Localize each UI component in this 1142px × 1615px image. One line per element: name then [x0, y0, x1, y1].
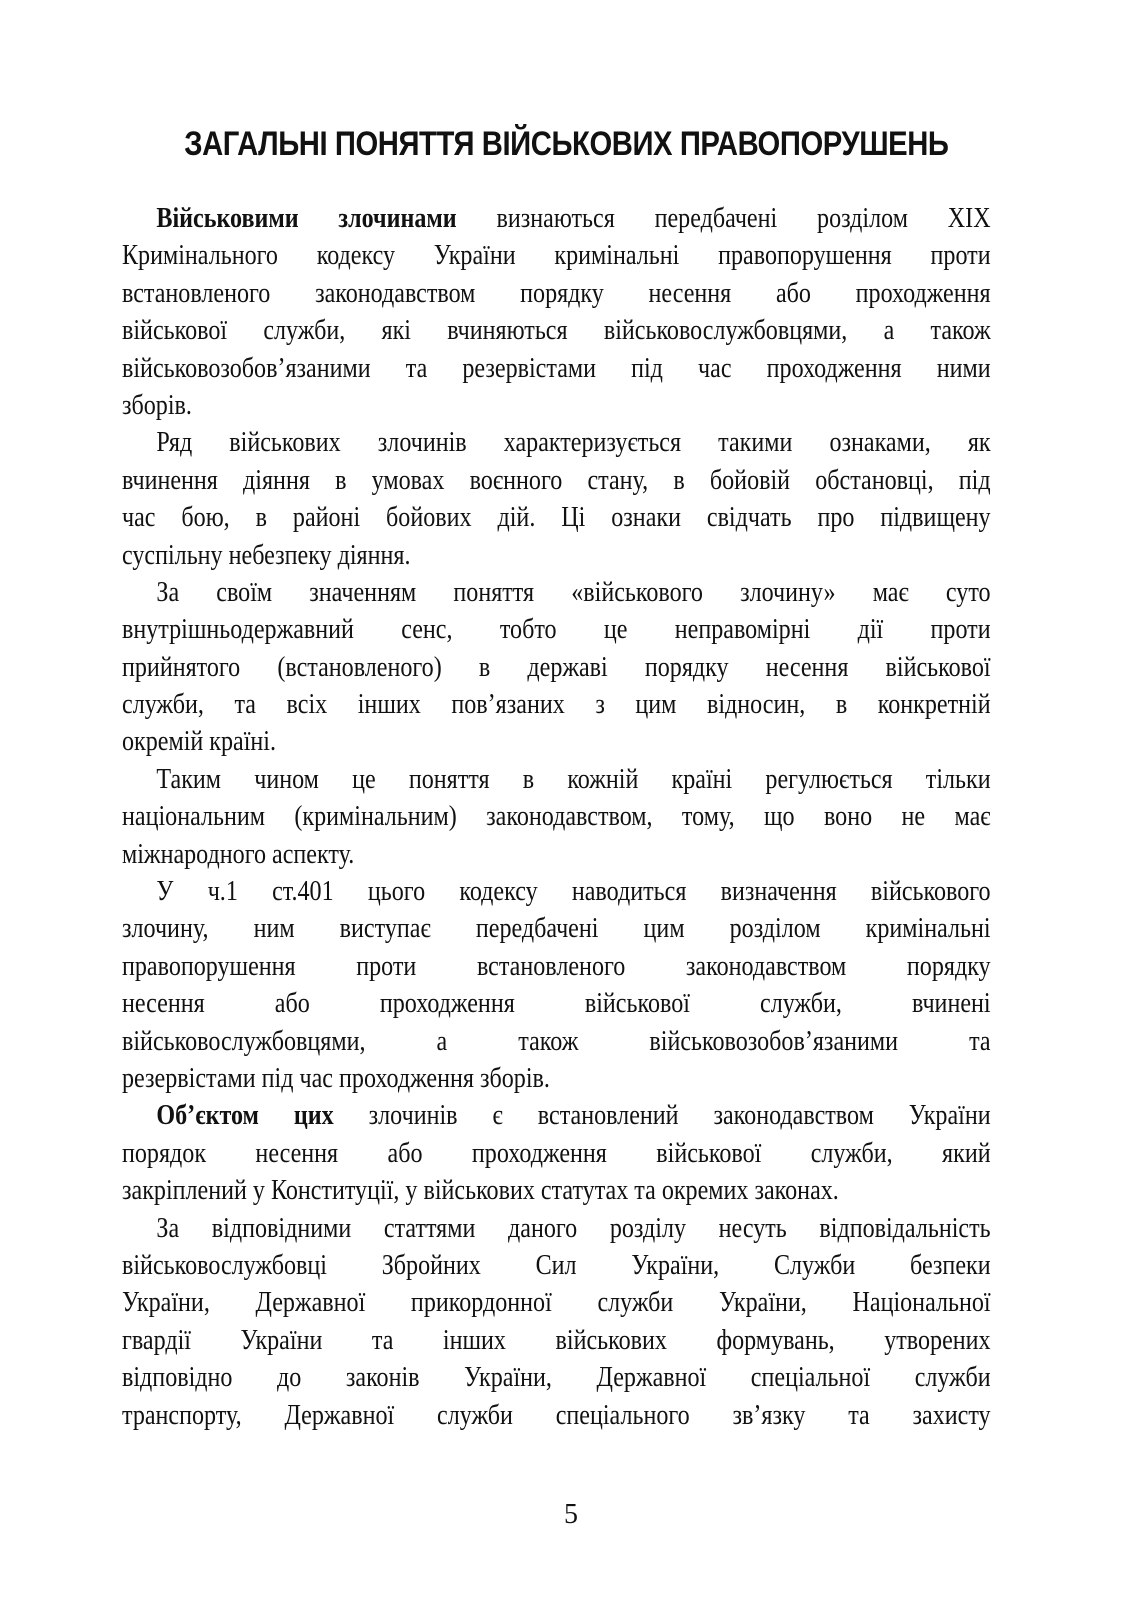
text-line-content — [122, 611, 991, 648]
line-text: військовослужбовцями, а також військовозобов’язаними та — [122, 1025, 991, 1057]
line-text: військовозобов’язаними та резервістами під час проходження ними — [122, 352, 991, 384]
line-text: військової служби, які вчиняються військовослужбовцями, а також — [122, 315, 991, 347]
text-line-content — [122, 649, 991, 686]
text-line-content — [122, 1097, 991, 1134]
line-text: закріплений у Конституції, у військових статутах та окремих законах. — [122, 1175, 839, 1207]
text-line — [122, 686, 990, 723]
text-line-content — [122, 873, 991, 910]
line-text: вчинення діяння в умовах воєнного стану, в бойовій обстановці, під — [122, 464, 991, 496]
line-text: злочинів є встановлений законодавством України — [333, 1100, 991, 1132]
text-line — [122, 1135, 990, 1172]
text-line — [122, 948, 990, 985]
line-text: резервістами під час проходження зборів. — [122, 1062, 550, 1094]
line-text: окремій країні. — [122, 726, 277, 758]
line-text: Ряд військових злочинів характеризується такими ознаками, як — [156, 427, 991, 459]
paragraph — [122, 1097, 990, 1209]
line-text: У ч.1 ст.401 цього кодексу наводиться визначення військового — [156, 876, 991, 908]
line-text: Таким чином це поняття в кожній країні регулюється тільки — [156, 763, 991, 795]
text-line-content — [122, 387, 991, 424]
text-line — [122, 1322, 990, 1359]
line-text: служби, та всіх інших пов’язаних з цим відносин, в конкретній — [122, 689, 991, 721]
text-line — [122, 1247, 990, 1284]
text-line-content — [122, 836, 991, 873]
document-body — [122, 200, 990, 1434]
text-line-content — [122, 499, 991, 536]
line-text: військовослужбовці Збройних Сил України, Служби безпеки — [122, 1249, 991, 1281]
text-line — [122, 200, 990, 237]
page-title-text: ЗАГАЛЬНІ ПОНЯТТЯ ВІЙСЬКОВИХ ПРАВОПОРУШЕНЬ — [184, 125, 949, 163]
text-line — [122, 1397, 990, 1434]
text-line — [122, 873, 990, 910]
text-line — [122, 499, 990, 536]
text-line-content — [122, 1322, 991, 1359]
text-line — [122, 649, 990, 686]
text-line-content — [122, 798, 991, 835]
page-number: 5 — [564, 1499, 578, 1530]
text-line-content — [122, 312, 991, 349]
text-line-content — [122, 1135, 991, 1172]
text-line-content — [122, 1247, 991, 1284]
bold-term: Об’єктом цих — [156, 1100, 334, 1132]
text-line — [122, 387, 990, 424]
paragraph — [122, 424, 990, 574]
text-line — [122, 424, 990, 461]
text-line-content — [122, 985, 991, 1022]
line-text: визнаються передбачені розділом XIX — [456, 203, 991, 234]
text-line-content — [122, 948, 991, 985]
text-line-content — [122, 462, 991, 499]
text-line-content — [122, 537, 991, 574]
text-line — [122, 611, 990, 648]
text-line-content — [122, 1023, 991, 1060]
line-text: злочину, ним виступає передбачені цим розділом кримінальні — [122, 913, 991, 945]
line-text: Кримінального кодексу України кримінальні правопорушення проти — [122, 240, 991, 272]
text-line — [122, 1172, 990, 1209]
text-line — [122, 574, 990, 611]
text-line-content — [122, 275, 991, 312]
line-text: суспільну небезпеку діяння. — [122, 539, 411, 571]
text-line-content — [122, 350, 991, 387]
text-line — [122, 462, 990, 499]
line-text: прийнятого (встановленого) в державі порядку несення військової — [122, 651, 991, 683]
text-line-content — [122, 237, 991, 274]
text-line-content — [122, 1060, 991, 1097]
text-line-content — [122, 1172, 991, 1209]
page-title — [122, 122, 990, 166]
line-text: міжнародного аспекту. — [122, 838, 355, 870]
text-line-content — [122, 1284, 991, 1321]
text-line — [122, 1359, 990, 1396]
text-line — [122, 312, 990, 349]
line-text: внутрішньодержавний сенс, тобто це неправомірні дії проти — [122, 614, 991, 646]
text-line — [122, 237, 990, 274]
text-line-content — [122, 1397, 991, 1434]
line-text: порядок несення або проходження військової служби, який — [122, 1137, 991, 1169]
text-line — [122, 910, 990, 947]
text-line — [122, 985, 990, 1022]
text-line — [122, 1060, 990, 1097]
line-text: зборів. — [122, 389, 192, 421]
text-line — [122, 1023, 990, 1060]
text-line — [122, 275, 990, 312]
text-line-content — [122, 1210, 991, 1247]
text-line — [122, 836, 990, 873]
text-line-content — [122, 723, 991, 760]
text-line-content — [122, 686, 991, 723]
line-text: правопорушення проти встановленого законодавством порядку — [122, 950, 991, 982]
line-text: національним (кримінальним) законодавством, тому, що воно не має — [122, 801, 991, 833]
text-line — [122, 723, 990, 760]
line-text: час бою, в районі бойових дій. Ці ознаки свідчать про підвищену — [122, 502, 991, 534]
line-text: гвардії України та інших військових формувань, утворених — [122, 1324, 991, 1356]
text-line-content — [122, 910, 991, 947]
text-line — [122, 1097, 990, 1134]
paragraph — [122, 873, 990, 1097]
text-line — [122, 1284, 990, 1321]
bold-term: Військовими злочинами — [156, 203, 457, 234]
paragraph — [122, 1210, 990, 1434]
line-text: відповідно до законів України, Державної спеціальної служби — [122, 1362, 991, 1394]
text-line-content — [122, 200, 991, 237]
line-text: України, Державної прикордонної служби України, Національної — [122, 1287, 991, 1319]
line-text: несення або проходження військової служби, вчинені — [122, 988, 991, 1020]
text-line-content — [122, 761, 991, 798]
text-line — [122, 350, 990, 387]
text-line-content — [122, 424, 991, 461]
paragraph — [122, 200, 990, 424]
paragraph — [122, 574, 990, 761]
text-line-content — [122, 574, 991, 611]
text-line — [122, 537, 990, 574]
line-text: встановленого законодавством порядку несення або проходження — [122, 277, 991, 309]
text-line — [122, 798, 990, 835]
text-line — [122, 1210, 990, 1247]
line-text: транспорту, Державної служби спеціального зв’язку та захисту — [122, 1399, 991, 1431]
line-text: За відповідними статтями даного розділу несуть відповідальність — [156, 1212, 991, 1244]
line-text: За своїм значенням поняття «військового злочину» має суто — [156, 576, 991, 608]
text-line-content — [122, 1359, 991, 1396]
paragraph — [122, 761, 990, 873]
text-line — [122, 761, 990, 798]
